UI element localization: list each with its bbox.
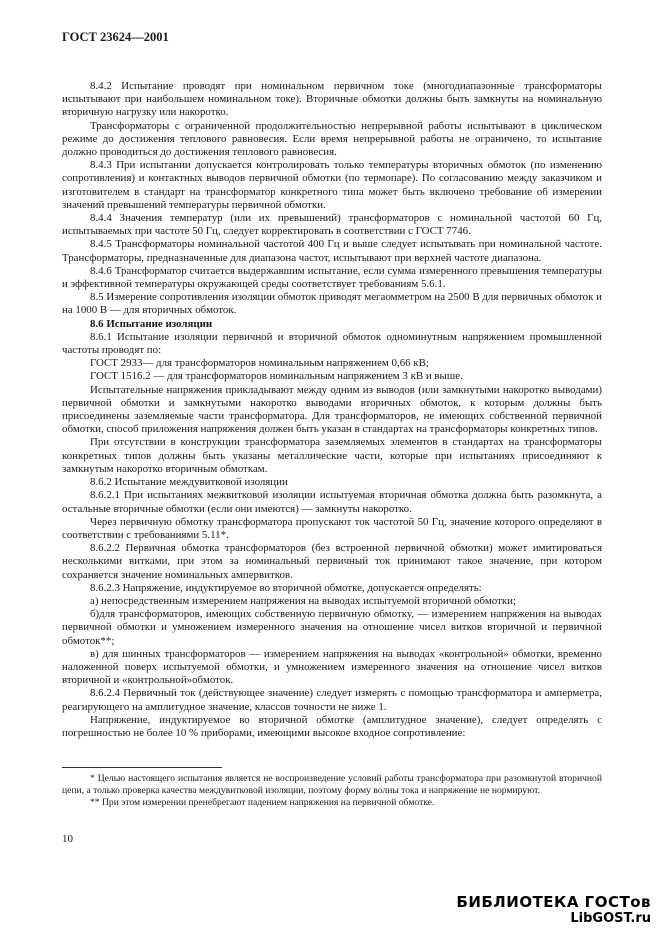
list-item: в) для шинных трансформаторов — измерением напряжения на выводах «контрольной» обмотки, временно наложенной поверх испытуемой обмотки, и умножением измеренного значения на отношение чисел витков вторичной и «контрольной»обмоток.	[62, 647, 602, 687]
list-item: б)для трансформаторов, имеющих собственную первичную обмотку, — измерением напряжения на выводах первичной обмотки и умножением измеренного значения на отношение чисел витков вторичной и первичной обмоток**;	[62, 608, 602, 647]
footnotes	[62, 773, 602, 809]
paragraph-8-4-6: 8.4.6 Трансформатор считается выдержавшим испытание, если сумма измеренного превышения температуры и эффективной температуры окружающей среды соответствует требованиям 5.6.1.	[62, 264, 602, 291]
paragraph-8-6-2-2: 8.6.2.2 Первичная обмотка трансформаторов (без встроенной первичной обмотки) может имитироваться несколькими витками, при этом за номинальный первичный ток принимают такое значение, при котором сохраняется значение номинальных ампервитков.	[62, 542, 602, 581]
paragraph-8-4-4: 8.4.4 Значения температур (или их превышений) трансформаторов с номинальной частотой 60 Гц, испытываемых при частоте 50 Гц, следует корректировать в соответствии с ГОСТ 7746.	[62, 212, 602, 238]
paragraph-8-4-3: 8.4.3 При испытании допускается контролировать только температуры вторичных обмоток (по изменению сопротивления) и контактных выводов первичной обмотки (по термопаре). По согласованию между заказчиком и изготовителем в стандарт на трансформатор конкретного типа может быть включено требование об измерении значений превышений температуры первичной обмотки.	[62, 159, 602, 211]
watermark-title: БИБЛИОТЕКА ГОСТов	[456, 893, 651, 911]
footnote: * Целью настоящего испытания является не воспроизведение условий работы трансформатора при разомкнутой вторичной цепи, а только проверка качества междувитковой изоляции, поэтому форму волны тока и напряжение не нормируют.	[62, 773, 602, 796]
paragraph-8-6-2-3: 8.6.2.3 Напряжение, индуктируемое во вторичной обмотке, допускается определять:	[90, 581, 482, 594]
list-item: а) непосредственным измерением напряжения на выводах испытуемой вторичной обмотки;	[90, 594, 516, 607]
paragraph: При отсутствии в конструкции трансформатора заземляемых элементов в стандартах на трансформаторы конкретных типов должны быть указаны металлические части, которые при испытаниях присоединяют к замкнутым накоротко вторичным обмоткам.	[62, 436, 602, 475]
paragraph-8-6-2-1: 8.6.2.1 При испытаниях межвитковой изоляции испытуемая вторичная обмотка должна быть разомкнута, а остальные вторичные обмотки (если они имеются) — замкнуты накоротко.	[62, 489, 602, 515]
paragraph-8-6-1: 8.6.1 Испытание изоляции первичной и вторичной обмоток одноминутным напряжением промышленной частоты проводят по:	[62, 330, 602, 357]
paragraph: Трансформаторы с ограниченной продолжительностью непрерывной работы испытывают в циклическом режиме до достижения теплового равновесия. Если время непрерывной работы не ограничено, то испытание должно проводиться до достижения теплового равновесия.	[62, 119, 602, 159]
paragraph: Испытательные напряжения прикладывают между одним из выводов (или замкнутыми накоротко выводами) первичной обмотки и замкнутыми накоротко выводами вторичных обмоток, к которым должны быть присоединены заземляемые части трансформатора. Для трансформаторов, не имеющих собственной первичной обмотки, способ приложения напряжения должен быть указан в стандартах на трансформаторы конкретных типов.	[62, 383, 602, 436]
footnote-divider	[62, 767, 222, 768]
watermark-site: LibGOST.ru	[570, 911, 651, 926]
section-heading-8-6: 8.6 Испытание изоляции	[90, 317, 213, 330]
document-header: ГОСТ 23624—2001	[62, 30, 169, 44]
paragraph-8-4-5: 8.4.5 Трансформаторы номинальной частотой 400 Гц и выше следует испытывать при номинальной частоте. Трансформаторы, предназначенные для диапазона частот, испытывают при верхней частоте диапазона.	[62, 238, 602, 264]
paragraph-8-4-2: 8.4.2 Испытание проводят при номинальном первичном токе (многодиапазонные трансформаторы испытывают при наибольшем номинальном токе). Вторичные обмотки должны быть замкнуты на номинальную вторичную нагрузку или накоротко.	[62, 80, 602, 119]
document-body	[62, 80, 602, 740]
page-number: 10	[62, 833, 73, 845]
footnote: ** При этом измерении пренебрегают падением напряжения на первичной обмотке.	[90, 797, 435, 808]
paragraph: Через первичную обмотку трансформатора пропускают ток частотой 50 Гц, значение которого определяют в соответствии с требованиями 5.11*.	[62, 515, 602, 541]
paragraph-8-5: 8.5 Измерение сопротивления изоляции обмоток приводят мегаомметром на 2500 В для первичных обмоток и на 1000 В — для вторичных обмоток.	[62, 291, 602, 317]
list-item: ГОСТ 1516.2 — для трансформаторов номинальным напряжением 3 кВ и выше.	[90, 370, 463, 383]
paragraph-8-6-2-4: 8.6.2.4 Первичный ток (действующее значение) следует измерять с помощью трансформатора и амперметра, реагирующего на амплитудное значение, классов точности не ниже 1.	[62, 687, 602, 713]
library-watermark	[441, 893, 651, 927]
list-item: ГОСТ 2933— для трансформаторов номинальным напряжением 0,66 кВ;	[90, 357, 429, 370]
subsection-heading-8-6-2: 8.6.2 Испытание междувитковой изоляции	[90, 476, 288, 489]
paragraph: Напряжение, индуктируемое во вторичной обмотке (амплитудное значение), следует определять с погрешностью не более 10 % приборами, имеющими высокое входное сопротивление:	[62, 713, 602, 739]
